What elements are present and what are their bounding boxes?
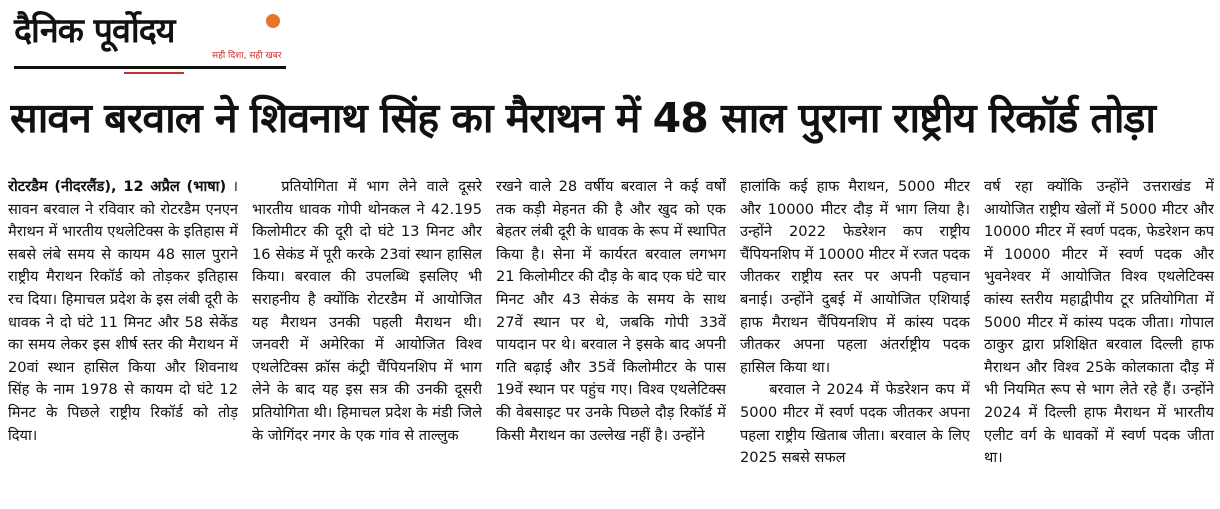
article-column-2 (252, 176, 482, 506)
article-column-4 (740, 176, 970, 506)
masthead (14, 6, 286, 74)
article-paragraph: रखने वाले 28 वर्षीय बरवाल ने कई वर्षों तक कड़ी मेहनत की है और खुद को एक बेहतर लंबी दूरी के धावक के रूप में स्थापित किया है। सेना में कार्यरत बरवाल लगभग 21 किलोमीटर की दौड़ के बाद एक घंटे चार मिनट और 43 सेकंड के समय के साथ 27वें स्थान पर थे, जबकि गोपी 33वें पायदान पर थे। बरवाल ने इसके बाद अपनी गति बढ़ाई और 35वें किलोमीटर के पास 19वें स्थान पर पहुंच गए। विश्व एथलेटिक्स की वेबसाइट पर उनके पिछले दौड़ रिकॉर्ड में किसी मैराथन का उल्लेख नहीं है। उन्होंने (496, 178, 726, 444)
article-paragraph: हालांकि कई हाफ मैराथन, 5000 मीटर और 10000 मीटर दौड़ में भाग लिया है। उन्होंने 2022 फेडरेशन कप राष्ट्रीय चैंपियनशिप में 10000 मीटर में रजत पदक जीतकर राष्ट्रीय स्तर पर अपनी पहचान बनाई। उन्होंने दुबई में आयोजित एशियाई हाफ मैराथन चैंपियनशिप में कांस्य पदक जीतकर अपना पहला अंतर्राष्ट्रीय पदक हासिल किया था। (740, 178, 970, 376)
masthead-accent-rule (124, 72, 184, 74)
article-paragraph: बरवाल ने 2024 में फेडरेशन कप में 5000 मीटर में स्वर्ण पदक जीतकर अपना पहला राष्ट्रीय खिताब जीता। बरवाल के लिए 2025 सबसे सफल (740, 381, 970, 467)
article-column-1 (8, 176, 238, 506)
article-paragraph: वर्ष रहा क्योंकि उन्होंने उत्तराखंड में आयोजित राष्ट्रीय खेलों में 5000 मीटर और 10000 मीटर में स्वर्ण पदक, फेडरेशन कप में 10000 मीटर में स्वर्ण पदक और भुवनेश्वर में आयोजित विश्व एथलेटिक्स कांस्य स्तरीय महाद्वीपीय टूर प्रतियोगिता में 5000 मीटर में कांस्य पदक जीता। गोपाल ठाकुर द्वारा प्रशिक्षित बरवाल दिल्ली हाफ मैराथन और विश्व 25के कोलकाता दौड़ में भी नियमित रूप से भाग लेते रहे हैं। उन्होंने 2024 में दिल्ली हाफ मैराथन में भारतीय एलीट वर्ग के धावकों में स्वर्ण पदक जीता था। (984, 178, 1214, 467)
masthead-tagline: सही दिशा, सही खबर (212, 51, 282, 61)
article-paragraph: । सावन बरवाल ने रविवार को रोटरडैम एनएन मैराथन में भारतीय एथलेटिक्स के इतिहास में सबसे लंबे समय से कायम 48 साल पुराने राष्ट्रीय मैराथन रिकॉर्ड को तोड़कर इतिहास रच दिया। हिमाचल प्रदेश के इस लंबी दूरी के धावक ने दो घंटे 11 मिनट और 58 सेकेंड का समय लेकर इस शीर्ष स्तर की मैराथन में 20वां स्थान हासिल किया और शिवनाथ सिंह के नाम 1978 से कायम दो घंटे 12 मिनट के पिछले राष्ट्रीय रिकॉर्ड को तोड़ दिया। (8, 178, 238, 444)
article-headline: सावन बरवाल ने शिवनाथ सिंह का मैराथन में 48 साल पुराना राष्ट्रीय रिकॉर्ड तोड़ा (10, 94, 1155, 142)
masthead-logo-dot (266, 14, 280, 28)
article-paragraph: प्रतियोगिता में भाग लेने वाले दूसरे भारतीय धावक गोपी थोनकल ने 42.195 किलोमीटर की दूरी दो घंटे 13 मिनट और 16 सेकंड में पूरी करके 23वां स्थान हासिल किया। बरवाल की उपलब्धि इसलिए भी सराहनीय है क्योंकि रोटरडैम में आयोजित यह मैराथन उनकी पहली मैराथन थी। जनवरी में अमेरिका में आयोजित विश्व एथलेटिक्स क्रॉस कंट्री चैंपियनशिप में भाग लेने के बाद यह इस सत्र की उनकी दूसरी प्रतियोगिता थी। हिमाचल प्रदेश के मंडी जिले के जोगिंदर नगर के एक गांव से ताल्लुक (252, 178, 482, 444)
article-body (8, 176, 1214, 506)
article-dateline: रोटरडैम (नीदरलैंड), 12 अप्रैल (भाषा) (8, 178, 227, 195)
masthead-title: दैनिक पूर्वोदय (14, 11, 175, 51)
article-column-5 (984, 176, 1214, 506)
masthead-rule (14, 66, 286, 69)
article-column-3 (496, 176, 726, 506)
